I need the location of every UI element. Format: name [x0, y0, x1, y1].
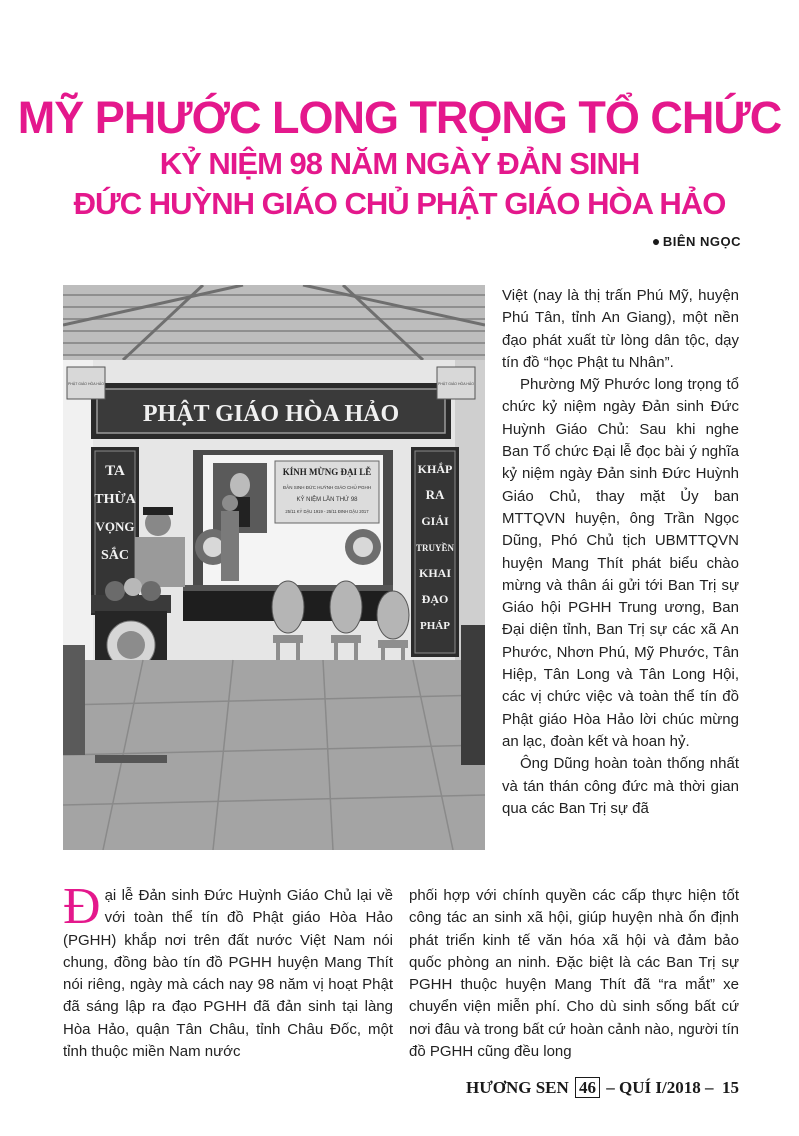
photo-illustration [63, 285, 485, 850]
byline [652, 233, 741, 249]
left-scroll-2: THỪA [94, 492, 136, 507]
column-left-bottom [63, 878, 393, 1063]
right-scroll-3: GIẢI [421, 514, 449, 528]
banner-text: PHẬT GIÁO HÒA HẢO [142, 401, 400, 427]
banner-logo-left: PHẬT GIÁO HÒA HẢO [68, 382, 104, 386]
article-title-line1: MỸ PHƯỚC LONG TRỌNG TỔ CHỨC [17, 92, 782, 143]
banner-logo-right: PHẬT GIÁO HÒA HẢO [438, 382, 474, 386]
page-footer [466, 1078, 739, 1098]
article-title-line2: KỶ NIỆM 98 NĂM NGÀY ĐẢN SINH [159, 146, 640, 181]
paragraph-intro-wrap [63, 878, 393, 1063]
altar-sign-line1: KÍNH MỪNG ĐẠI LỄ [282, 467, 372, 477]
column-right-top [502, 285, 739, 820]
left-scroll-4: SẮC [100, 548, 130, 563]
altar-sign-line3: KỶ NIỆM LẦN THỨ 98 [296, 497, 358, 503]
article-title-line3: ĐỨC HUỲNH GIÁO CHỦ PHẬT GIÁO HÒA HẢO [73, 186, 726, 221]
paragraph-2: Phường Mỹ Phước long trọng tổ chức kỷ niệm ngày Đản sinh Đức Huỳnh Giáo Chủ: Sau khi nghe Ban Tổ chức Đại lễ đọc bài ý nghĩa kỷ niệm ngày Đản sinh Đức Huỳnh Giáo Chủ, thay mặt Ủy ban MTTQVN huyện, ông Trần Ngọc Dũng, Phó Chủ tịch UBMTTQVN huyện Mang Thít phát biểu chào mừng và thân ái gửi tới Ban Trị sự Giáo hội PGHH Trung ương, Ban Đại diện tỉnh, Ban Trị sự các xã An Phước, Nhơn Phú, Mỹ Phước, Tân Hiệp, Tân Long và Tân Long Hội, các vị chức việc và toàn thể tín đồ Phật giáo Hòa Hảo lời chúc mừng an lạc, đoàn kết và hoan hỷ. [502, 376, 739, 750]
column-right-bottom [409, 885, 739, 1063]
altar-sign-line2: ĐẢN SINH ĐỨC HUỲNH GIÁO CHỦ PGHH [282, 485, 372, 490]
left-scroll-3: VỌNG [95, 519, 135, 534]
paragraph-continued: Việt (nay là thị trấn Phú Mỹ, huyện Phú Tân, tỉnh An Giang), một nền đạo phát xuất từ lòng dân tộc, dạy tín đồ “học Phật tu Nhân”. [502, 287, 739, 371]
right-scroll-7: PHÁP [420, 620, 450, 632]
footer-dash: – [705, 1078, 714, 1097]
article-photo [63, 285, 485, 850]
footer-magazine: HƯƠNG SEN [465, 1078, 569, 1097]
footer-quarter: QUÍ I/2018 [619, 1078, 701, 1097]
left-scroll-1: TA [105, 463, 125, 479]
paragraph-intro: ại lễ Đản sinh Đức Huỳnh Giáo Chủ lại về với toàn thể tín đồ Phật giáo Hòa Hảo (PGHH) khắp nơi trên đất nước Việt Nam nói chung, đồng bào tín đồ PGHH huyện Mang Thít nói riêng, ngày mà cách nay 98 năm vị hoạt Phật đã sáng lập ra đạo PGHH đã đản sinh tại làng Hòa Hảo, quận Tân Châu, tỉnh Châu Đốc, một tỉnh thuộc miền Nam nước [63, 887, 393, 1061]
right-scroll-6: ĐẠO [421, 592, 449, 606]
right-scroll-1: KHẮP [417, 462, 453, 476]
right-scroll-4: TRUYỀN [415, 543, 455, 553]
right-scroll-2: RA [425, 487, 445, 502]
altar-sign-line4: 25/11 KỶ DẬU 1919 - 25/11 ĐINH DẬU 2017 [285, 509, 369, 514]
page-number: 15 [722, 1078, 739, 1097]
byline-bullet: ● [651, 233, 661, 249]
paragraph-3-part1: Ông Dũng hoàn toàn thống nhất và tán thán công đức mà thời gian qua các Ban Trị sự đã [502, 755, 739, 817]
footer-separator: – [606, 1078, 615, 1097]
paragraph-3-part2: phối hợp với chính quyền các cấp thực hiện tốt công tác an sinh xã hội, giúp huyện nhà ổn định phát triển kinh tế văn hóa xã hội và đảm bảo quốc phòng an ninh. Đặc biệt là các Ban Trị sự PGHH thuộc huyện Mang Thít đã “ra mắt” xe chuyển viện miễn phí. Cho dù sinh sống bất cứ nơi đâu và trong bất cứ hoàn cảnh nào, người tín đồ PGHH cũng đều long [409, 887, 739, 1061]
footer-issue-box: 46 [575, 1077, 600, 1098]
byline-author: BIÊN NGỌC [662, 234, 741, 249]
right-scroll-5: KHAI [418, 566, 452, 580]
drop-cap: Đ [63, 878, 101, 935]
